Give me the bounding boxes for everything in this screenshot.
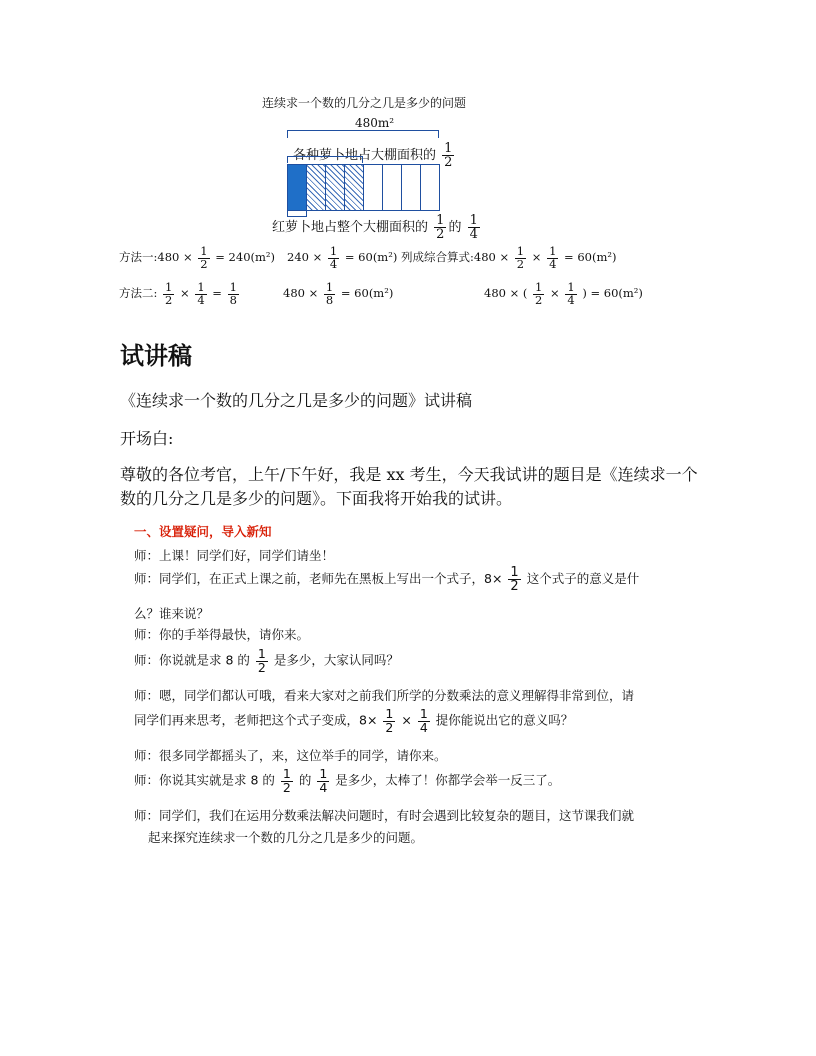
dialog-line-2: 师：同学们，在正式上课之前，老师先在黑板上写出一个式子，8× $\frac{1}{2}$ 这个式子的意义是什 xyxy=(134,565,640,594)
opening-text-line-1: 尊敬的各位考官，上午/下午好，我是 xx 考生，今天我试讲的题目是《连续求一个 xyxy=(120,465,698,484)
method-one-combined: 列成综合算式:480 × $\frac{1}{2}$ × $\frac{1}{4}$ = 60(m²) xyxy=(401,244,617,271)
dialog-line-4: 师：你的手举得最快，请你来。 xyxy=(134,627,310,642)
dialog-line-6: 师：嗯，同学们都认可哦，看来大家对之前我们所学的分数乘法的意义理解得非常到位，请 xyxy=(134,688,635,703)
doc-title: 《连续求一个数的几分之几是多少的问题》试讲稿 xyxy=(120,391,473,410)
upper-fraction: $\frac{1}{2}$ xyxy=(444,141,453,170)
empty-cell-3 xyxy=(401,164,421,211)
dialog-line-10: 师：同学们，我们在运用分数乘法解决问题时，有时会遇到比较复杂的题目，这节课我们就 xyxy=(134,808,635,823)
dialog-line-7: 同学们再来思考，老师把这个式子变成，8× $\frac{1}{2}$ × $\frac{1}{4}$ 提你能说出它的意义吗？ xyxy=(134,706,574,735)
lower-fraction-half: $\frac{1}{2}$ xyxy=(436,213,445,242)
hatched-cell-2 xyxy=(325,164,345,211)
method-one-line: 方法一:480 × $\frac{1}{2}$ = 240(m²) xyxy=(119,244,275,271)
dialog-line-11: 起来探究连续求一个数的几分之几是多少的问题。 xyxy=(148,830,424,845)
page-heading: 试讲稿 xyxy=(120,342,192,370)
dialog-line-9: 师：你说其实就是求 8 的 $\frac{1}{2}$ 的 $\frac{1}{4}$ 是多少，太棒了！你都学会举一反三了。 xyxy=(134,766,561,795)
dialog-line-5: 师：你说就是求 8 的 $\frac{1}{2}$ 是多少，大家认同吗？ xyxy=(134,646,399,675)
upper-label: 各种萝卜地占大棚面积的 $\frac{1}{2}$ xyxy=(293,141,453,170)
empty-cell-1 xyxy=(363,164,383,211)
dialog-line-1: 师：上课！同学们好，同学们请坐！ xyxy=(134,548,335,563)
empty-cell-2 xyxy=(382,164,402,211)
hatched-cell-1 xyxy=(306,164,326,211)
hatched-cell-3 xyxy=(344,164,364,211)
half-brace xyxy=(287,156,363,163)
method-two-step2: 480 × $\frac{1}{8}$ = 60(m²) xyxy=(283,280,394,307)
red-radish-cell xyxy=(287,164,307,211)
dialog-line-8: 师：很多同学都摇头了，来，这位举手的同学，请你来。 xyxy=(134,748,447,763)
diagram-title: 连续求一个数的几分之几是多少的问题 xyxy=(262,96,467,110)
lower-fraction-quarter: $\frac{1}{4}$ xyxy=(469,213,478,242)
method-two-line: 方法二: $\frac{1}{2}$ × $\frac{1}{4}$ = $\frac{1}{8}$ xyxy=(119,280,237,307)
opening-text-line-2: 数的几分之几是多少的问题》。下面我将开始我的试讲。 xyxy=(120,489,513,508)
method-two-combined: 480 × ( $\frac{1}{2}$ × $\frac{1}{4}$ ) = 60(m²) xyxy=(484,280,643,307)
empty-cell-4 xyxy=(420,164,440,211)
section-title: 一、设置疑问，导入新知 xyxy=(134,524,272,539)
lower-label: 红萝卜地占整个大棚面积的 $\frac{1}{2}$ 的 $\frac{1}{4}$ xyxy=(272,213,478,242)
diagram-total-label: 480m² xyxy=(355,116,395,130)
opening-label: 开场白: xyxy=(120,429,174,448)
total-brace xyxy=(287,130,439,138)
method-one-step2: 240 × $\frac{1}{4}$ = 60(m²) xyxy=(287,244,398,271)
dialog-line-3: 么？谁来说？ xyxy=(134,606,210,621)
